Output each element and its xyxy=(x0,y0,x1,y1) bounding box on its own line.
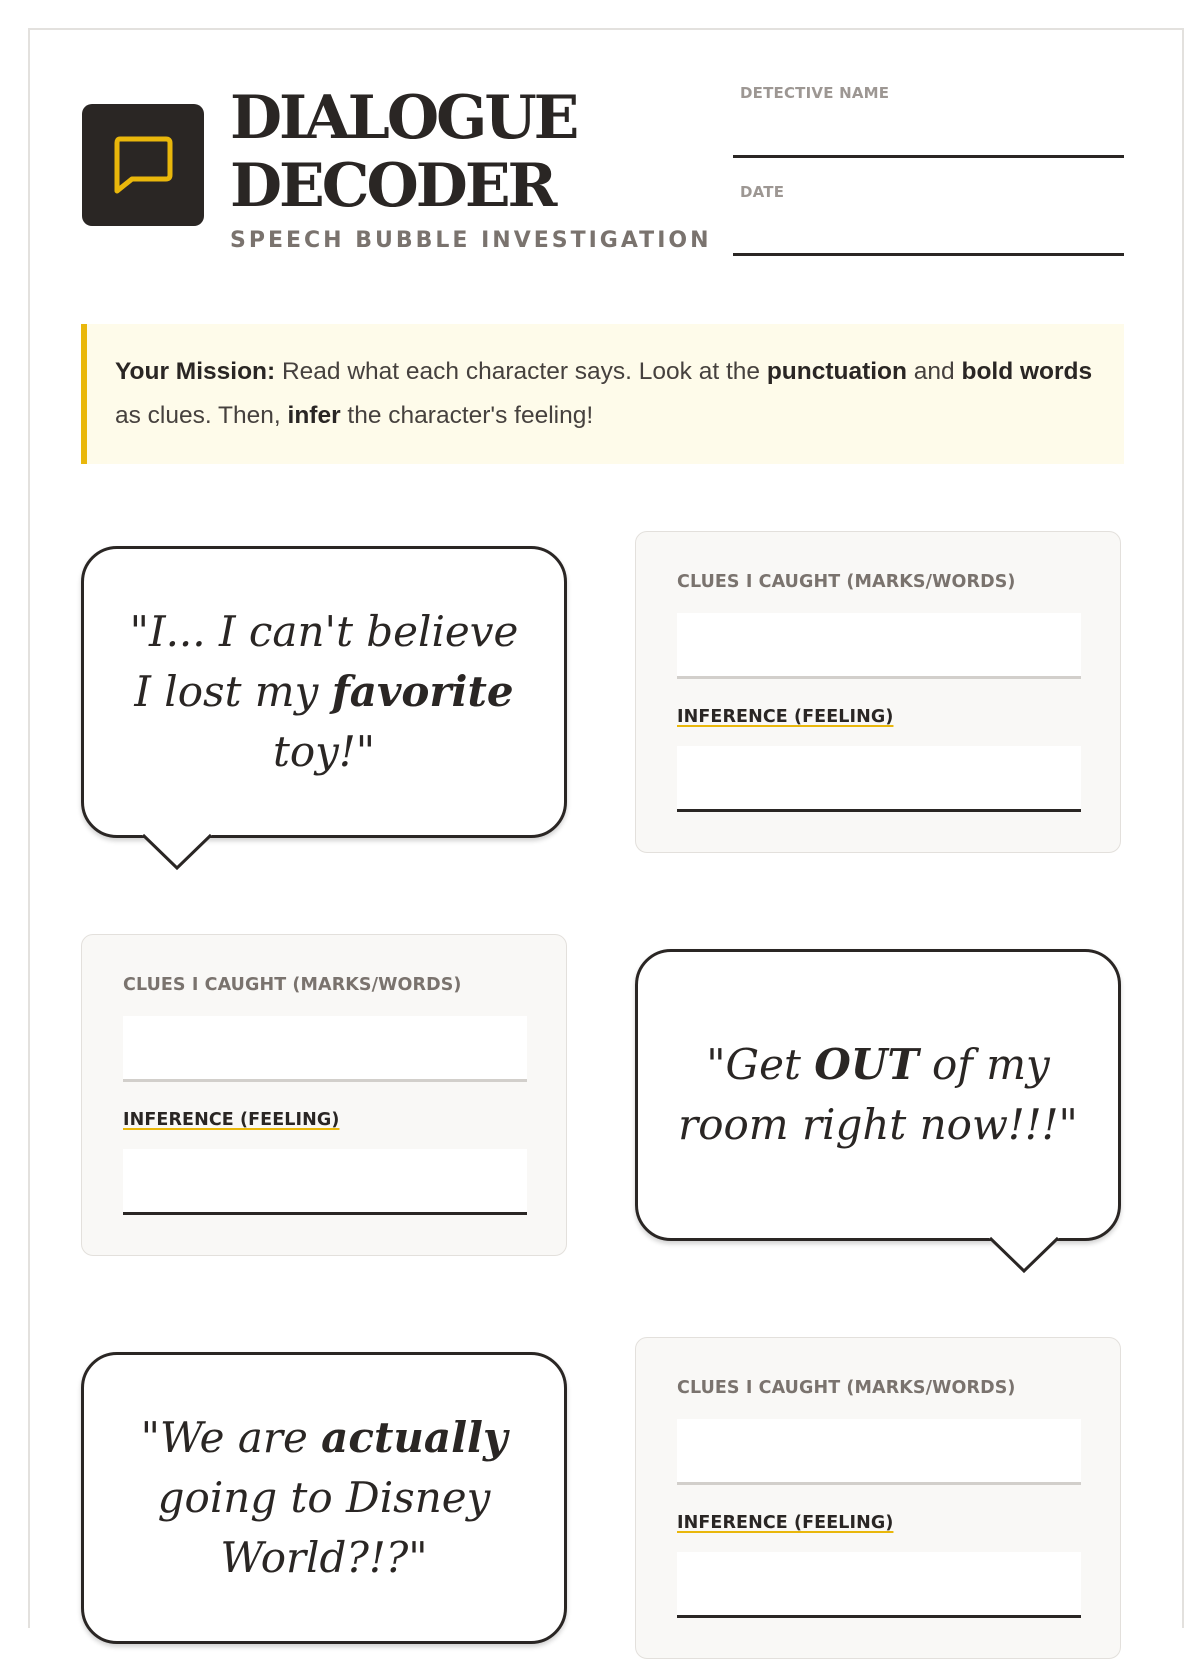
inference-input[interactable] xyxy=(677,1552,1081,1618)
clues-label: CLUES I CAUGHT (MARKS/WORDS) xyxy=(677,1378,1016,1398)
mission-callout xyxy=(81,324,1124,464)
page-title-line-2: DECODER xyxy=(230,151,555,221)
mission-lead: Your Mission: xyxy=(115,358,276,385)
mission-bold-word: infer xyxy=(287,402,341,429)
clues-label: CLUES I CAUGHT (MARKS/WORDS) xyxy=(123,975,462,995)
inference-label: INFERENCE (FEELING) xyxy=(677,707,894,727)
speech-bubble-icon xyxy=(111,133,175,197)
dialogue-bold-word: actually xyxy=(321,1413,508,1462)
clues-label: CLUES I CAUGHT (MARKS/WORDS) xyxy=(677,572,1016,592)
inference-label: INFERENCE (FEELING) xyxy=(677,1513,894,1533)
clues-input[interactable] xyxy=(123,1016,527,1082)
speech-bubble-2 xyxy=(635,949,1121,1241)
mission-bold-word: punctuation xyxy=(766,358,907,385)
inference-input[interactable] xyxy=(123,1149,527,1215)
mission-text: the character's feeling! xyxy=(340,402,594,429)
dialogue-quote: "I... I can't believe I lost my favorite toy!" xyxy=(129,607,519,776)
inference-input[interactable] xyxy=(677,746,1081,812)
page-subtitle: SPEECH BUBBLE INVESTIGATION xyxy=(230,228,712,253)
mission-text: and xyxy=(906,358,962,385)
date-label: DATE xyxy=(740,183,785,201)
dialogue-quote: "We are actually going to Disney World?!?" xyxy=(140,1413,508,1582)
clues-input[interactable] xyxy=(677,613,1081,679)
speech-bubble-3 xyxy=(81,1352,567,1644)
page-title-line-1: DIALOGUE xyxy=(230,83,577,153)
mission-bold-word: bold words xyxy=(961,358,1093,385)
clues-input[interactable] xyxy=(677,1419,1081,1485)
dialogue-bold-word: OUT xyxy=(814,1040,919,1089)
speech-bubble-tail xyxy=(137,832,217,872)
dialogue-quote: "Get OUT of my room right now!!!" xyxy=(678,1040,1078,1149)
clue-card-1 xyxy=(635,531,1121,853)
clue-card-3 xyxy=(635,1337,1121,1659)
detective-name-field[interactable] xyxy=(733,155,1124,158)
logo xyxy=(82,104,204,226)
speech-bubble-1 xyxy=(81,546,567,838)
mission-text: as clues. Then, xyxy=(115,402,288,429)
inference-label: INFERENCE (FEELING) xyxy=(123,1110,340,1130)
detective-name-label: DETECTIVE NAME xyxy=(740,84,890,102)
dialogue-bold-word: favorite xyxy=(331,667,514,716)
title-block xyxy=(230,84,712,253)
clue-card-2 xyxy=(81,934,567,1256)
mission-text: Read what each character says. Look at the xyxy=(275,358,767,385)
date-field[interactable] xyxy=(733,253,1124,256)
speech-bubble-tail xyxy=(984,1235,1064,1275)
